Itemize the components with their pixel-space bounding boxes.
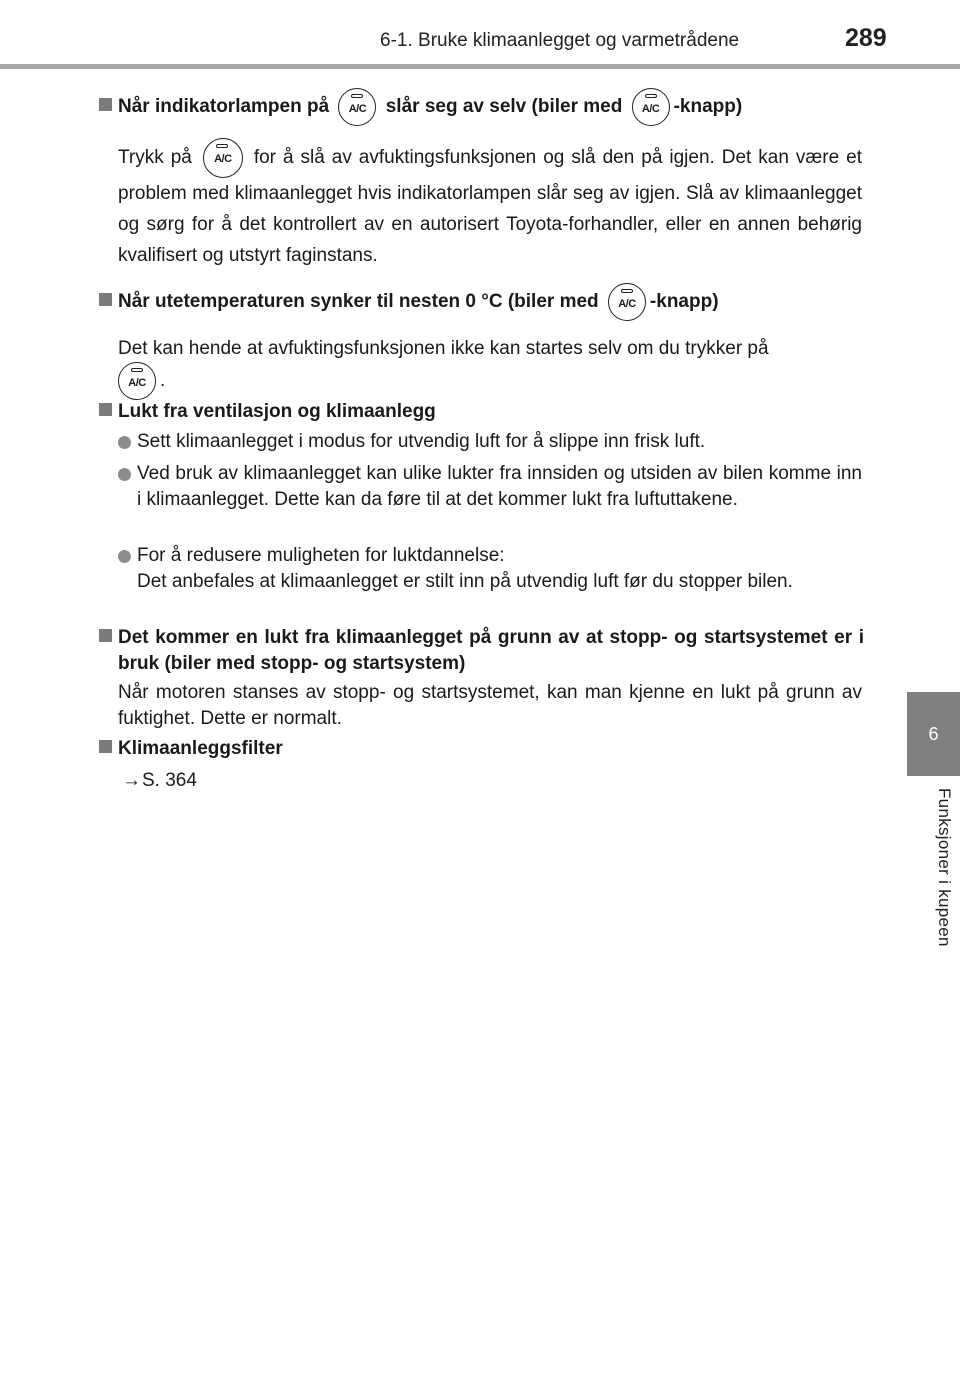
chapter-tab [907,692,960,776]
arrow-right-icon: → [122,770,141,791]
round-bullet-icon [118,550,131,563]
list-item: Ved bruk av klimaanlegget kan ulike lukter fra innsiden og utsiden av bilen komme inn i klimaanlegget. Dette kan da føre til at det kommer lukt fra luftuttakene. [118,461,862,513]
section-heading: Når indikatorlampen på A/C slår seg av selv (biler med A/C -knapp) [99,88,864,126]
page-number: 289 [845,24,887,52]
square-bullet-icon [99,403,112,416]
ac-button-icon: A/C [118,362,156,400]
square-bullet-icon [99,293,112,306]
section-heading: Lukt fra ventilasjon og klimaanlegg [99,398,864,426]
ac-button-icon: A/C [632,88,670,126]
chapter-label: Funksjoner i kupeen [935,788,954,947]
list-item: For å redusere muligheten for luktdannelse: Det anbefales at klimaanlegget er stilt inn på utvendig luft før du stopper bilen. [118,543,862,595]
ac-button-icon: A/C [338,88,376,126]
section-heading: Når utetemperaturen synker til nesten 0 °C (biler med A/C -knapp) [99,283,864,321]
chapter-number: 6 [928,723,939,744]
body-paragraph: Trykk på A/C for å slå av avfuktingsfunksjonen og slå den på igjen. Det kan være et problem med klimaanlegget hvis indikatorlampen slår seg av igjen. Slå av klimaanlegget og sørg for å det kontrollert av en autorisert Toyota-forhandler, eller en annen behørig kvalifisert og utstyrt faginstans. [118,138,862,271]
round-bullet-icon [118,468,131,481]
ac-button-icon: A/C [203,138,243,178]
list-item: Sett klimaanlegget i modus for utvendig luft for å slippe inn frisk luft. [118,429,862,455]
ac-button-icon: A/C [608,283,646,321]
body-paragraph: Når motoren stanses av stopp- og startsystemet, kan man kjenne en lukt på grunn av fuktighet. Dette er normalt. [118,682,862,729]
square-bullet-icon [99,740,112,753]
section-title: 6-1. Bruke klimaanlegget og varmetrådene [380,30,740,51]
square-bullet-icon [99,629,112,642]
section-heading: Klimaanleggsfilter [99,735,864,763]
body-paragraph: Det kan hende at avfuktingsfunksjonen ikke kan startes selv om du trykker på A/C . [118,336,862,400]
square-bullet-icon [99,98,112,111]
header-divider [0,64,960,69]
page-reference[interactable]: →S. 364 [122,770,197,791]
section-heading: Det kommer en lukt fra klimaanlegget på grunn av at stopp- og startsystemet er i bruk (biler med stopp- og startsystem) [99,625,864,677]
round-bullet-icon [118,436,131,449]
